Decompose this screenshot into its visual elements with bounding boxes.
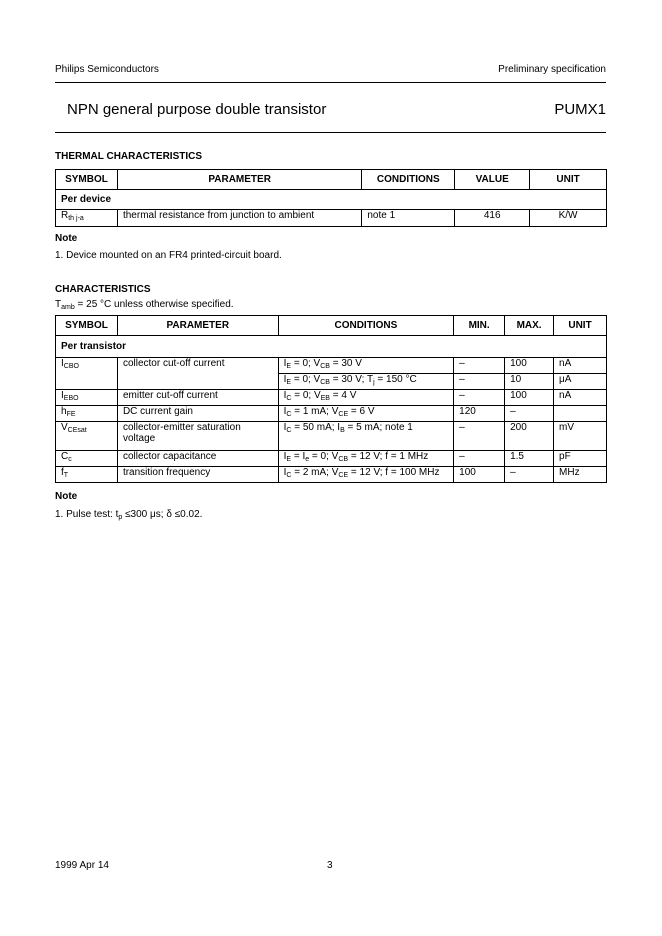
note-heading: Note [55, 233, 78, 244]
table-header-row [56, 316, 607, 336]
table-row [56, 210, 607, 227]
conditions-cell: $I_C = 1$ mA; $V_{CE} = 6$ V [278, 406, 454, 422]
col-parameter: PARAMETER [117, 170, 361, 190]
conditions-cell: $I_E = I_e = 0$; $V_{CB} = 12$ V; f = 1 MHz [278, 451, 454, 467]
parameter-cell: collector-emitter saturation voltage [117, 422, 278, 451]
table-row [56, 406, 607, 422]
parameter-cell: DC current gain [117, 406, 278, 422]
max-cell: 10 [505, 374, 554, 390]
max-cell: – [505, 406, 554, 422]
symbol-cell: $V_{CEsat}$ [56, 422, 118, 451]
header-rule [55, 82, 606, 83]
footer-date: 1999 Apr 14 [55, 860, 109, 871]
table-row [56, 358, 607, 374]
note-text: 1. Pulse test: $t_p \le 300$ μs; δ ≤0.02. [55, 509, 203, 521]
page-number: 3 [327, 860, 333, 871]
col-symbol: SYMBOL [56, 170, 118, 190]
col-value: VALUE [455, 170, 530, 190]
min-cell: 100 [454, 467, 505, 483]
group-row [56, 336, 607, 358]
symbol-cell: $C_c$ [56, 451, 118, 467]
doc-title: NPN general purpose double transistor [67, 101, 327, 118]
unit-cell [554, 406, 607, 422]
col-symbol: SYMBOL [56, 316, 118, 336]
min-cell: – [454, 390, 505, 406]
doc-status: Preliminary specification [498, 64, 606, 75]
parameter-cell: collector cut-off current [117, 358, 278, 390]
symbol-cell: $I_{CBO}$ [56, 358, 118, 390]
parameter-cell: collector capacitance [117, 451, 278, 467]
characteristics-table [55, 315, 607, 483]
unit-cell: μA [554, 374, 607, 390]
conditions-cell: $I_C = 0$; $V_{EB} = 4$ V [278, 390, 454, 406]
unit-cell: MHz [554, 467, 607, 483]
characteristics-heading: CHARACTERISTICS [55, 284, 151, 295]
col-conditions: CONDITIONS [278, 316, 454, 336]
conditions-cell: $I_E = 0$; $V_{CB} = 30$ V [278, 358, 454, 374]
group-row [56, 190, 607, 210]
thermal-table [55, 169, 607, 227]
col-unit: UNIT [530, 170, 607, 190]
min-cell: 120 [454, 406, 505, 422]
parameter-cell: thermal resistance from junction to ambient [117, 210, 361, 227]
symbol-cell: $I_{EBO}$ [56, 390, 118, 406]
parameter-cell: transition frequency [117, 467, 278, 483]
unit-cell: pF [554, 451, 607, 467]
min-cell: – [454, 374, 505, 390]
max-cell: 1.5 [505, 451, 554, 467]
conditions-cell: $I_E = 0$; $V_{CB} = 30$ V; $T_j = 150$ °C [278, 374, 454, 390]
group-label: Per transistor [56, 336, 607, 358]
max-cell: 100 [505, 390, 554, 406]
value-cell: 416 [455, 210, 530, 227]
min-cell: – [454, 358, 505, 374]
conditions-cell: $I_C = 2$ mA; $V_{CE} = 12$ V; f = 100 MHz [278, 467, 454, 483]
title-rule [55, 132, 606, 133]
characteristics-subtitle: $T_{amb} = 25$ °C unless otherwise specified. [55, 299, 234, 311]
unit-cell: K/W [530, 210, 607, 227]
unit-cell: nA [554, 390, 607, 406]
table-row [56, 467, 607, 483]
col-min: MIN. [454, 316, 505, 336]
note-text: 1. Device mounted on an FR4 printed-circuit board. [55, 250, 282, 261]
col-unit: UNIT [554, 316, 607, 336]
company-name: Philips Semiconductors [55, 64, 159, 75]
symbol-cell: $R_{th j-a}$ [56, 210, 118, 227]
table-row [56, 422, 607, 451]
parameter-cell: emitter cut-off current [117, 390, 278, 406]
group-label: Per device [56, 190, 607, 210]
col-max: MAX. [505, 316, 554, 336]
note-heading: Note [55, 491, 78, 502]
thermal-heading: THERMAL CHARACTERISTICS [55, 151, 203, 162]
max-cell: – [505, 467, 554, 483]
max-cell: 200 [505, 422, 554, 451]
conditions-cell: $I_C = 50$ mA; $I_B = 5$ mA; note 1 [278, 422, 454, 451]
symbol-cell: $f_T$ [56, 467, 118, 483]
min-cell: – [454, 451, 505, 467]
table-row [56, 390, 607, 406]
table-row [56, 451, 607, 467]
conditions-cell: note 1 [362, 210, 455, 227]
symbol-cell: $h_{FE}$ [56, 406, 118, 422]
col-conditions: CONDITIONS [362, 170, 455, 190]
unit-cell: mV [554, 422, 607, 451]
min-cell: – [454, 422, 505, 451]
col-parameter: PARAMETER [117, 316, 278, 336]
part-number: PUMX1 [554, 101, 606, 118]
max-cell: 100 [505, 358, 554, 374]
unit-cell: nA [554, 358, 607, 374]
table-header-row [56, 170, 607, 190]
